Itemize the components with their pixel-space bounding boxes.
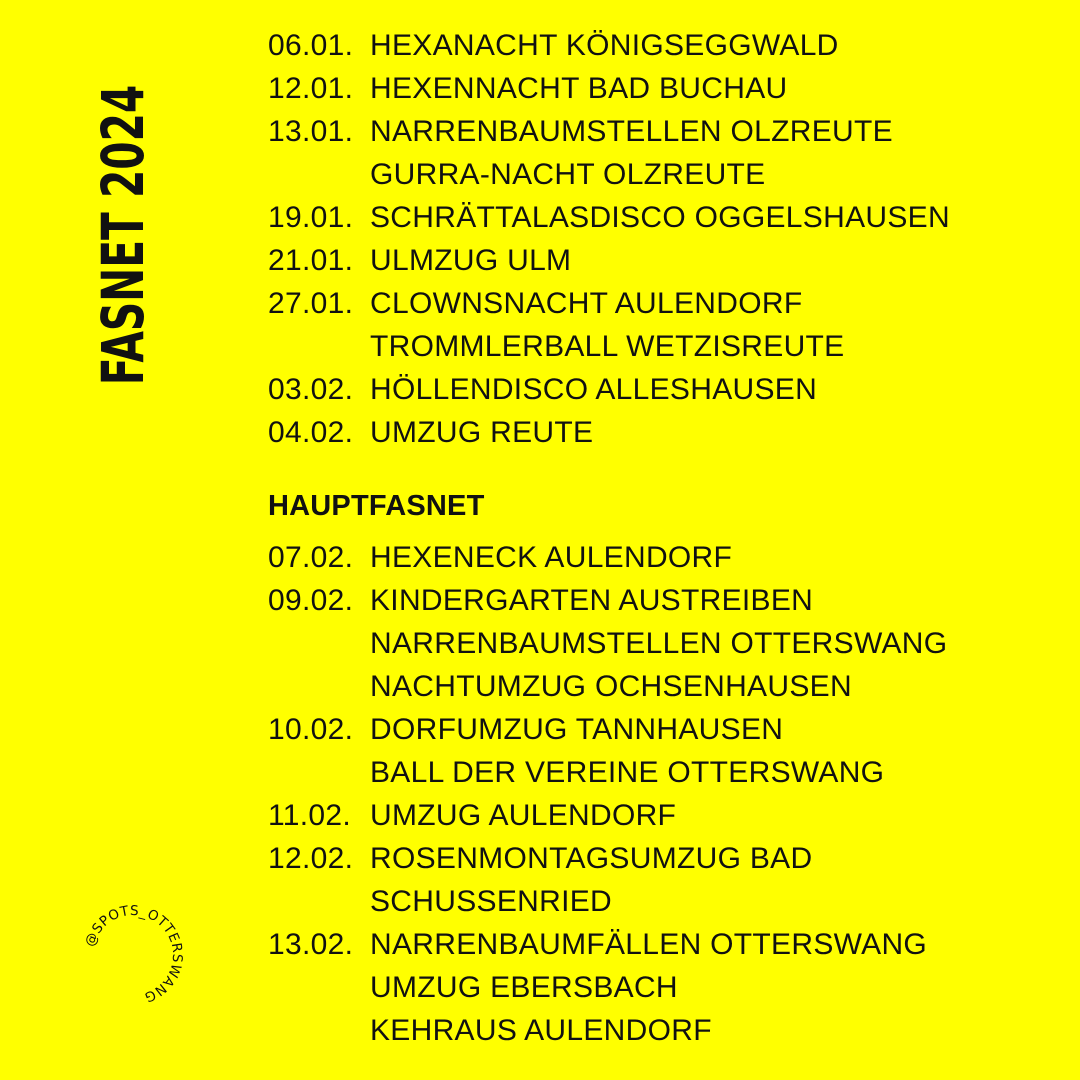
entry-date: 12.02.	[268, 842, 354, 875]
title-area	[68, 0, 178, 470]
entry-date: 27.01.	[268, 287, 354, 320]
schedule-entry	[268, 67, 1058, 110]
event-name: HEXENNACHT BAD BUCHAU	[370, 72, 788, 105]
event-name: HEXENECK AULENDORF	[370, 541, 733, 574]
circular-text-badge	[78, 900, 188, 1010]
entry-events	[370, 368, 817, 411]
entry-events	[370, 110, 893, 196]
entry-events	[370, 536, 732, 579]
badge-text	[82, 903, 185, 1005]
event-name: UMZUG AULENDORF	[370, 799, 677, 832]
event-name: CLOWNSNACHT AULENDORF	[370, 287, 803, 320]
entry-events	[370, 837, 812, 923]
schedule-entry	[268, 411, 1058, 454]
schedule-section-pre	[268, 24, 1058, 454]
event-name: ROSENMONTAGSUMZUG BAD	[370, 842, 813, 875]
event-name: NARRENBAUMSTELLEN OLZREUTE	[370, 115, 893, 148]
event-schedule	[268, 24, 1058, 1052]
entry-date: 21.01.	[268, 244, 354, 277]
entry-date: 07.02.	[268, 541, 354, 574]
entry-events	[370, 196, 950, 239]
event-name: GURRA-NACHT OLZREUTE	[370, 158, 766, 191]
event-name: KEHRAUS AULENDORF	[370, 1014, 712, 1047]
event-name: ULMZUG ULM	[370, 244, 572, 277]
page-title	[89, 42, 157, 427]
entry-date: 19.01.	[268, 201, 354, 234]
event-name: NARRENBAUMSTELLEN OTTERSWANG	[370, 627, 948, 660]
event-name: SCHUSSENRIED	[370, 885, 612, 918]
entry-events	[370, 579, 947, 708]
schedule-entry	[268, 282, 1058, 368]
entry-date: 10.02.	[268, 713, 354, 746]
entry-events	[370, 24, 839, 67]
entry-date: 13.02.	[268, 928, 354, 961]
schedule-entry	[268, 24, 1058, 67]
entry-events	[370, 923, 927, 1052]
schedule-entry	[268, 708, 1058, 794]
event-name: TROMMLERBALL WETZISREUTE	[370, 330, 845, 363]
entry-events	[370, 282, 844, 368]
entry-date: 04.02.	[268, 416, 354, 449]
event-name: NARRENBAUMFÄLLEN OTTERSWANG	[370, 928, 928, 961]
event-name: DORFUMZUG TANNHAUSEN	[370, 713, 784, 746]
entry-date: 09.02.	[268, 584, 354, 617]
entry-date: 03.02.	[268, 373, 354, 406]
event-name: SCHRÄTTALASDISCO OGGELSHAUSEN	[370, 201, 950, 234]
badge-text-path: @SPOTS_OTTERSWANG	[81, 902, 186, 1006]
schedule-entry	[268, 196, 1058, 239]
entry-events	[370, 411, 593, 454]
page-title-text: FASNET 2024	[89, 84, 157, 386]
event-name: HÖLLENDISCO ALLESHAUSEN	[370, 373, 818, 406]
entry-events	[370, 239, 571, 282]
event-name: UMZUG EBERSBACH	[370, 971, 678, 1004]
entry-date: 11.02.	[268, 799, 351, 832]
schedule-entry	[268, 923, 1058, 1052]
entry-date: 06.01.	[268, 29, 354, 62]
schedule-entry	[268, 579, 1058, 708]
entry-events	[370, 794, 676, 837]
schedule-section-hauptfasnet	[268, 536, 1058, 1052]
entry-date: 13.01.	[268, 115, 354, 148]
schedule-entry	[268, 110, 1058, 196]
section-heading-hauptfasnet: HAUPTFASNET	[268, 490, 485, 522]
entry-date: 12.01.	[268, 72, 354, 105]
event-name: BALL DER VEREINE OTTERSWANG	[370, 756, 885, 789]
schedule-entry	[268, 368, 1058, 411]
event-name: HEXANACHT KÖNIGSEGGWALD	[370, 29, 839, 62]
schedule-entry	[268, 239, 1058, 282]
schedule-entry	[268, 536, 1058, 579]
event-name: NACHTUMZUG OCHSENHAUSEN	[370, 670, 852, 703]
event-name: UMZUG REUTE	[370, 416, 594, 449]
schedule-entry	[268, 794, 1058, 837]
account-handle-badge	[78, 900, 188, 1010]
schedule-entry	[268, 837, 1058, 923]
entry-events	[370, 708, 884, 794]
entry-events	[370, 67, 787, 110]
event-name: KINDERGARTEN AUSTREIBEN	[370, 584, 814, 617]
